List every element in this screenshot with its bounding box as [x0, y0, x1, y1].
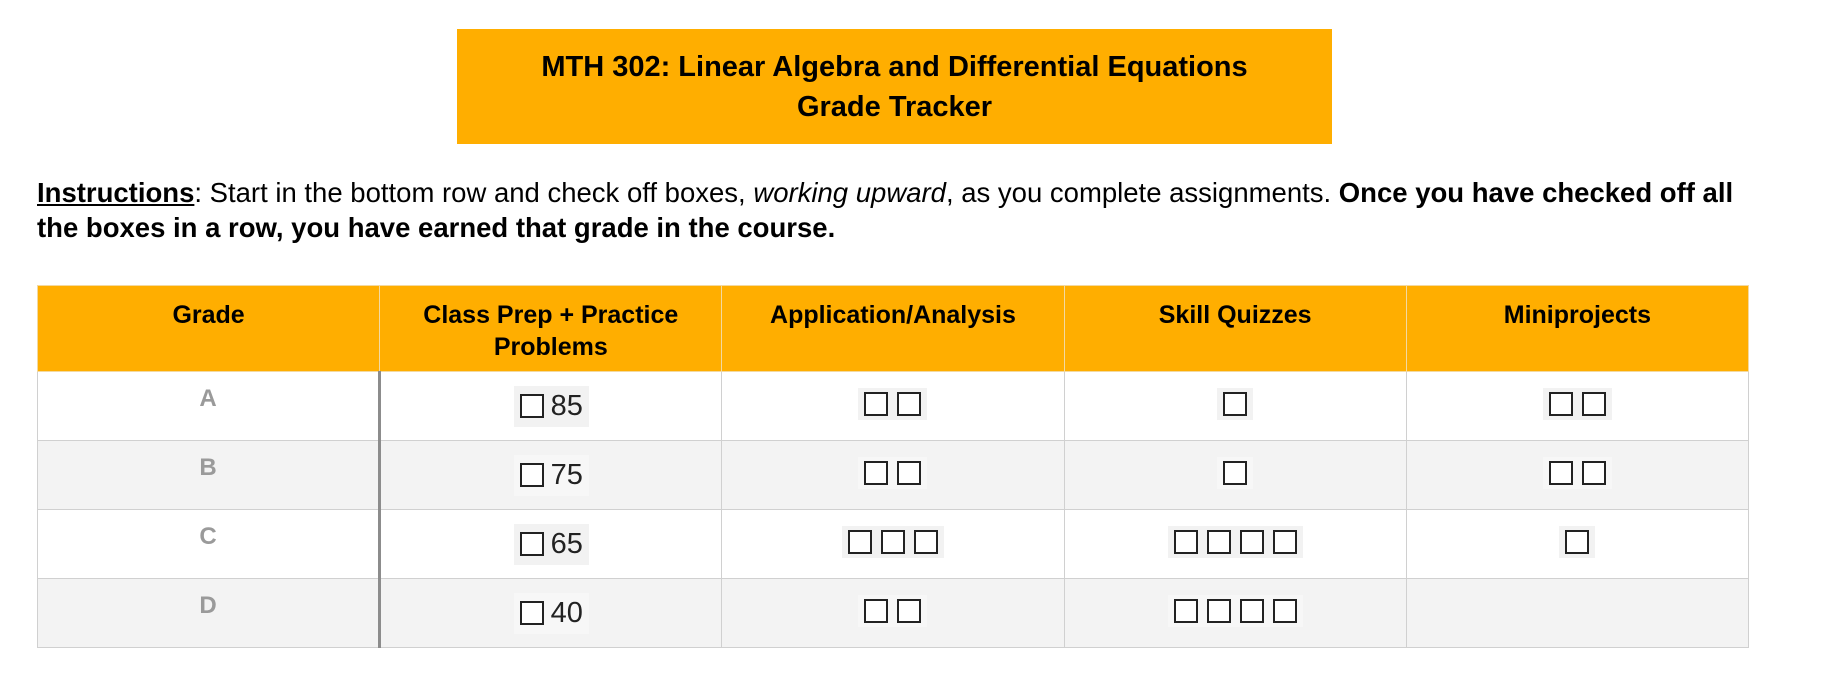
checkbox[interactable]	[897, 461, 921, 485]
instructions-text-2: , as you complete assignments.	[945, 177, 1339, 208]
skill-quizzes-cell	[1064, 510, 1406, 579]
skill-quizzes-checkbox-group	[1217, 457, 1253, 489]
application-analysis-cell	[722, 510, 1064, 579]
checkbox[interactable]	[1582, 392, 1606, 416]
instructions-label: Instructions	[37, 177, 195, 208]
miniprojects-cell	[1406, 579, 1748, 648]
instructions-paragraph	[37, 175, 1757, 245]
instructions-text-1: : Start in the bottom row and check off boxes,	[194, 177, 754, 208]
skill-quizzes-checkbox-group	[1168, 595, 1303, 627]
checkbox[interactable]	[914, 530, 938, 554]
checkbox[interactable]	[520, 463, 544, 487]
class-prep-checkbox-group	[514, 386, 589, 427]
checkbox[interactable]	[1240, 530, 1264, 554]
application-analysis-checkbox-group	[858, 457, 927, 489]
miniprojects-checkbox-group	[1559, 526, 1595, 558]
checkbox[interactable]	[1273, 599, 1297, 623]
application-analysis-checkbox-group	[842, 526, 944, 558]
skill-quizzes-cell	[1064, 372, 1406, 441]
class-prep-cell	[380, 372, 722, 441]
skill-quizzes-checkbox-group	[1168, 526, 1303, 558]
checkbox[interactable]	[1223, 461, 1247, 485]
checkbox[interactable]	[520, 601, 544, 625]
class-prep-checkbox-group	[514, 524, 589, 565]
points-threshold: 85	[550, 389, 583, 422]
skill-quizzes-cell	[1064, 441, 1406, 510]
checkbox[interactable]	[520, 394, 544, 418]
checkbox[interactable]	[864, 599, 888, 623]
table-body	[38, 372, 1749, 648]
header-row	[38, 286, 1749, 372]
instructions-bold-note: Once you have checked off all the boxes in a row, you have earned that grade in the course.	[37, 177, 1734, 243]
skill-quizzes-checkbox-group	[1217, 388, 1253, 420]
table-row	[38, 510, 1749, 579]
checkbox[interactable]	[1207, 530, 1231, 554]
points-threshold: 65	[550, 527, 583, 560]
miniprojects-checkbox-group	[1543, 388, 1612, 420]
checkbox[interactable]	[1240, 599, 1264, 623]
checkbox[interactable]	[864, 461, 888, 485]
header-miniprojects: Miniprojects	[1406, 286, 1748, 372]
checkbox[interactable]	[1174, 530, 1198, 554]
header-grade: Grade	[38, 286, 380, 372]
application-analysis-cell	[722, 579, 1064, 648]
grade-letter: D	[38, 579, 380, 648]
grade-letter: C	[38, 510, 380, 579]
checkbox[interactable]	[1174, 599, 1198, 623]
points-threshold: 75	[550, 458, 583, 491]
checkbox[interactable]	[848, 530, 872, 554]
miniprojects-cell	[1406, 372, 1748, 441]
grade-tracker-table	[37, 285, 1749, 648]
table-row	[38, 579, 1749, 648]
checkbox[interactable]	[864, 392, 888, 416]
instructions-emphasis: working upward	[753, 177, 946, 208]
checkbox[interactable]	[897, 392, 921, 416]
header-skill-quizzes: Skill Quizzes	[1064, 286, 1406, 372]
miniprojects-checkbox-group	[1543, 457, 1612, 489]
class-prep-checkbox-group	[514, 593, 589, 634]
course-title: MTH 302: Linear Algebra and Differential Equations	[541, 50, 1248, 83]
application-analysis-checkbox-group	[858, 388, 927, 420]
class-prep-checkbox-group	[514, 455, 589, 496]
checkbox[interactable]	[1223, 392, 1247, 416]
grade-letter: A	[38, 372, 380, 441]
checkbox[interactable]	[1207, 599, 1231, 623]
class-prep-cell	[380, 510, 722, 579]
header-application-analysis: Application/Analysis	[722, 286, 1064, 372]
class-prep-cell	[380, 579, 722, 648]
grade-letter: B	[38, 441, 380, 510]
application-analysis-cell	[722, 372, 1064, 441]
title-banner	[457, 29, 1332, 144]
miniprojects-cell	[1406, 441, 1748, 510]
tracker-subtitle: Grade Tracker	[796, 90, 993, 123]
application-analysis-checkbox-group	[858, 595, 927, 627]
checkbox[interactable]	[520, 532, 544, 556]
checkbox[interactable]	[881, 530, 905, 554]
skill-quizzes-cell	[1064, 579, 1406, 648]
table-row	[38, 372, 1749, 441]
checkbox[interactable]	[1273, 530, 1297, 554]
points-threshold: 40	[550, 596, 583, 629]
checkbox[interactable]	[1549, 392, 1573, 416]
class-prep-cell	[380, 441, 722, 510]
checkbox[interactable]	[1582, 461, 1606, 485]
application-analysis-cell	[722, 441, 1064, 510]
checkbox[interactable]	[1565, 530, 1589, 554]
checkbox[interactable]	[897, 599, 921, 623]
header-class-prep: Class Prep + Practice Problems	[380, 286, 722, 372]
miniprojects-cell	[1406, 510, 1748, 579]
checkbox[interactable]	[1549, 461, 1573, 485]
table-row	[38, 441, 1749, 510]
